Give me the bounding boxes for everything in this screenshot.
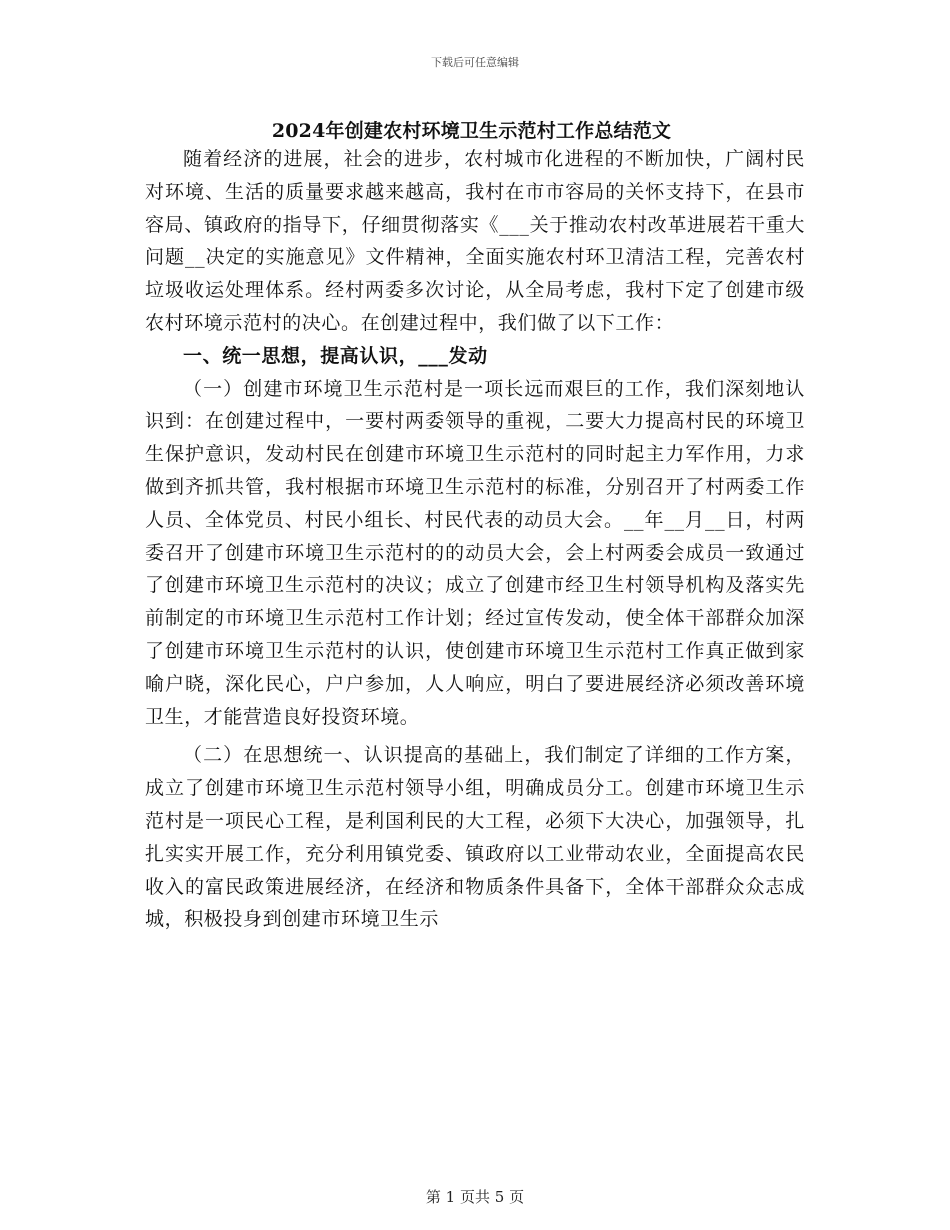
document-body [145,143,805,936]
page-title: 2024年创建农村环境卫生示范村工作总结范文 [271,120,672,142]
page-footer: 第 1 页共 5 页 [425,1188,525,1206]
intro-paragraph: 随着经济的进展，社会的进步，农村城市化进程的不断加快，广阔村民对环境、生活的质量要求越来越高，我村在市市容局的关怀支持下，在县市容局、镇政府的指导下，仔细贯彻落实《___关于推动农村改革进展若干重大问题__决定的实施意见》文件精神，全面实施农村环卫清洁工程，完善农村垃圾收运处理体系。经村两委多次讨论，从全局考虑，我村下定了创建市级农村环境示范村的决心。在创建过程中，我们做了以下工作： [145,148,805,334]
paragraph-1: （一）创建市环境卫生示范村是一项长远而艰巨的工作，我们深刻地认识到：在创建过程中，一要村两委领导的重视，二要大力提高村民的环境卫生保护意识，发动村民在创建市环境卫生示范村的同时起主力军作用，力求做到齐抓共管，我村根据市环境卫生示范村的标准，分别召开了村两委工作人员、全体党员、村民小组长、村民代表的动员大会。__年__月__日，村两委召开了创建市环境卫生示范村的的动员大会，会上村两委会成员一致通过了创建市环境卫生示范村的决议；成立了创建市经卫生村领导机构及落实先前制定的市环境卫生示范村工作计划；经过宣传发动，使全体干部群众加深了创建市环境卫生示范村的认识，使创建市环境卫生示范村工作真正做到家喻户晓，深化民心，户户参加，人人响应，明白了要进展经济必须改善环境卫生，才能营造良好投资环境。 [145,377,805,728]
paragraph-2: （二）在思想统一、认识提高的基础上，我们制定了详细的工作方案，成立了创建市环境卫生示范村领导小组，明确成员分工。创建市环境卫生示范村是一项民心工程，是利国利民的大工程，必须下大决心，加强领导，扎扎实实开展工作，充分利用镇党委、镇政府以工业带动农业，全面提高农民收入的富民政策进展经济，在经济和物质条件具备下，全体干部群众众志成城，积极投身到创建市环境卫生示 [145,744,805,931]
section-heading-1: 一、统一思想，提高认识，___发动 [183,344,488,367]
header-note: 下载后可任意编辑 [431,56,519,69]
